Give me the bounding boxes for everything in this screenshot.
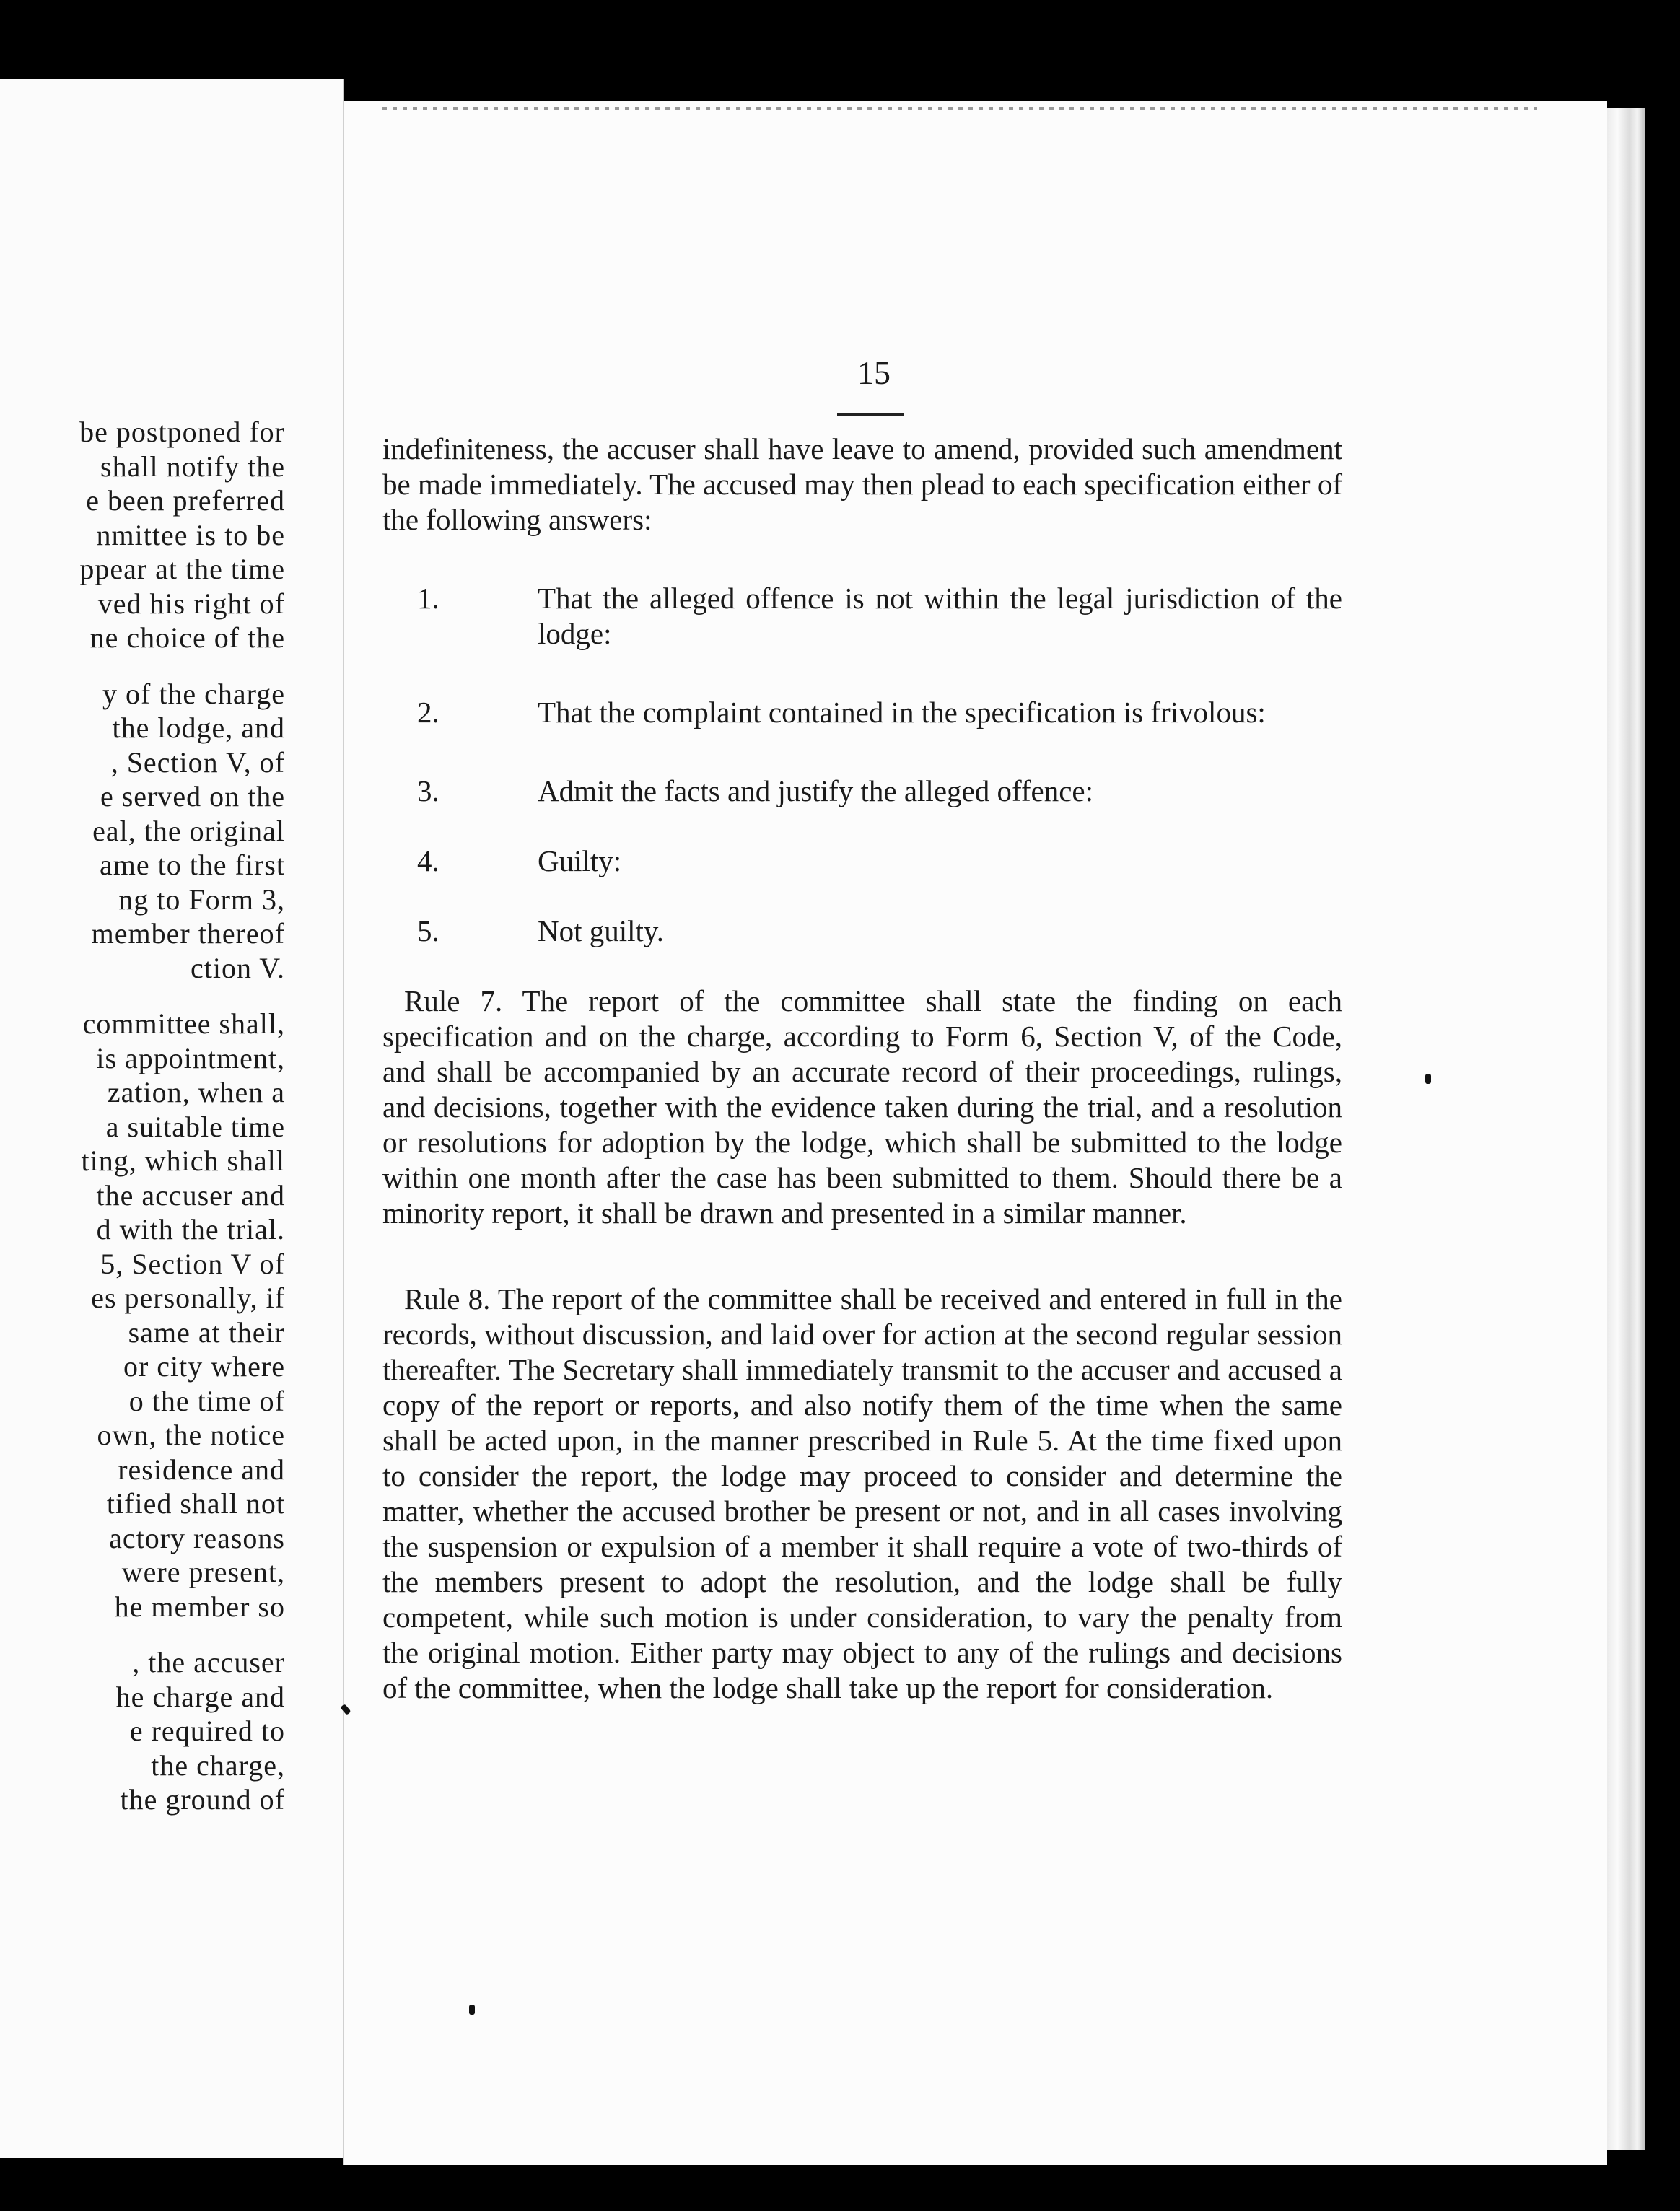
left-page-line: es personally, if (91, 1282, 285, 1314)
left-page-line: member thereof (91, 917, 285, 950)
plea-number: 5. (417, 914, 439, 947)
left-page-line: ame to the first (99, 849, 285, 881)
left-page-line: shall notify the (100, 450, 285, 483)
left-page-line: ction V. (191, 951, 285, 984)
plea-item (382, 844, 1342, 879)
plea-item (382, 695, 1342, 730)
left-page-line: be postponed for (79, 416, 285, 448)
plea-text: Guilty: (538, 844, 622, 877)
left-page-line: residence and (118, 1453, 285, 1486)
left-page-line: zation, when a (107, 1076, 285, 1108)
left-page-line: actory reasons (109, 1521, 285, 1554)
left-page-line: e served on the (100, 780, 285, 813)
left-page-line: e been preferred (86, 484, 285, 517)
left-page-line: nmittee is to be (96, 518, 285, 551)
plea-item (382, 914, 1342, 949)
plea-number: 2. (417, 696, 439, 729)
rule-7-paragraph: Rule 7. The report of the committee shall state the finding on each specification and on the charge, according to Form 6, Section V, of the Code, and shall be accompanied by an accurate record of their proceedings, rulings, and decisions, together with the evidence taken during the trial, and a resolution or resolutions for adoption by the lodge, which shall be submitted to the lodge within one month after the case has been submitted to them. Should there be a minority report, it shall be drawn and presented in a similar manner. (382, 984, 1342, 1230)
plea-number: 4. (417, 844, 439, 877)
left-page-line: were present, (121, 1556, 285, 1588)
plea-text: Admit the facts and justify the alleged offence: (538, 774, 1094, 807)
left-facing-page (0, 79, 344, 2158)
left-page-line: committee shall, (82, 1007, 285, 1040)
plea-text: Not guilty. (538, 914, 665, 947)
left-page-line: the accuser and (96, 1178, 285, 1212)
left-page-line: o the time of (128, 1384, 285, 1417)
left-page-line: 5, Section V of (100, 1247, 285, 1280)
left-page-line: , the accuser (132, 1646, 285, 1678)
page-edge-stack (1606, 108, 1645, 2150)
left-page-line: , Section V, of (110, 745, 285, 779)
page-number-rule (837, 413, 904, 416)
scan-speck (469, 2005, 475, 2015)
plea-text: That the alleged offence is not within the legal jurisdiction of the lodge: (538, 582, 1342, 650)
plea-number: 1. (417, 582, 439, 615)
page-body (382, 432, 1342, 1706)
scan-speck (1425, 1074, 1431, 1084)
left-page-line: ved his right of (97, 587, 285, 620)
left-page-line: is appointment, (96, 1041, 285, 1074)
plea-item (382, 581, 1342, 652)
left-page-line: the lodge, and (112, 712, 285, 744)
left-page-line: he charge and (115, 1680, 285, 1713)
page-number: 15 (857, 354, 891, 391)
plea-item (382, 774, 1342, 809)
left-page-line: own, the notice (97, 1419, 285, 1451)
left-page-line: the ground of (120, 1783, 285, 1816)
left-page-line: d with the trial. (96, 1213, 285, 1245)
left-page-line: ppear at the time (79, 553, 285, 585)
rule-8-paragraph: Rule 8. The report of the committee shall be received and entered in full in the records, without discussion, and laid over for action at the second regular session thereafter. The Secretary shall immediately transmit to the accuser and accused a copy of the report or reports, and also notify them of the time when the same shall be acted upon, in the manner prescribed in Rule 5. At the time fixed upon to consider the report, the lodge may proceed to consider and determine the matter, whether the accused brother be present or not, and in all cases involving the suspension or expulsion of a member it shall require a vote of two-thirds of the members present to adopt the resolution, and the lodge shall be fully competent, while such motion is under consideration, to vary the penalty from the original motion. Either party may object to any of the rulings and decisions of the committee, when the lodge shall take up the report for consideration. (382, 1282, 1342, 1704)
left-page-line: a suitable time (105, 1110, 285, 1143)
left-page-line: he member so (114, 1590, 285, 1623)
scan-border-top (0, 0, 1680, 87)
left-page-line: tified shall not (106, 1487, 285, 1520)
left-page-line: e required to (129, 1715, 285, 1747)
print-smudge-line (382, 107, 1537, 110)
plea-text: That the complaint contained in the specification is frivolous: (538, 696, 1266, 729)
left-page-line: eal, the original (92, 814, 285, 847)
left-page-line: same at their (128, 1315, 285, 1349)
left-page-line: y of the charge (102, 677, 285, 710)
plea-number: 3. (417, 774, 439, 807)
opening-paragraph: indefiniteness, the accuser shall have leave to amend, provided such amendment be made immediately. The accused may then plead to each specification either of the following answers: (382, 432, 1342, 536)
left-page-line: or city where (123, 1350, 285, 1383)
left-page-line: ting, which shall (81, 1144, 285, 1177)
left-page-line: ng to Form 3, (118, 883, 285, 916)
left-page-line: the charge, (151, 1748, 285, 1782)
left-page-line: ne choice of the (89, 621, 285, 654)
